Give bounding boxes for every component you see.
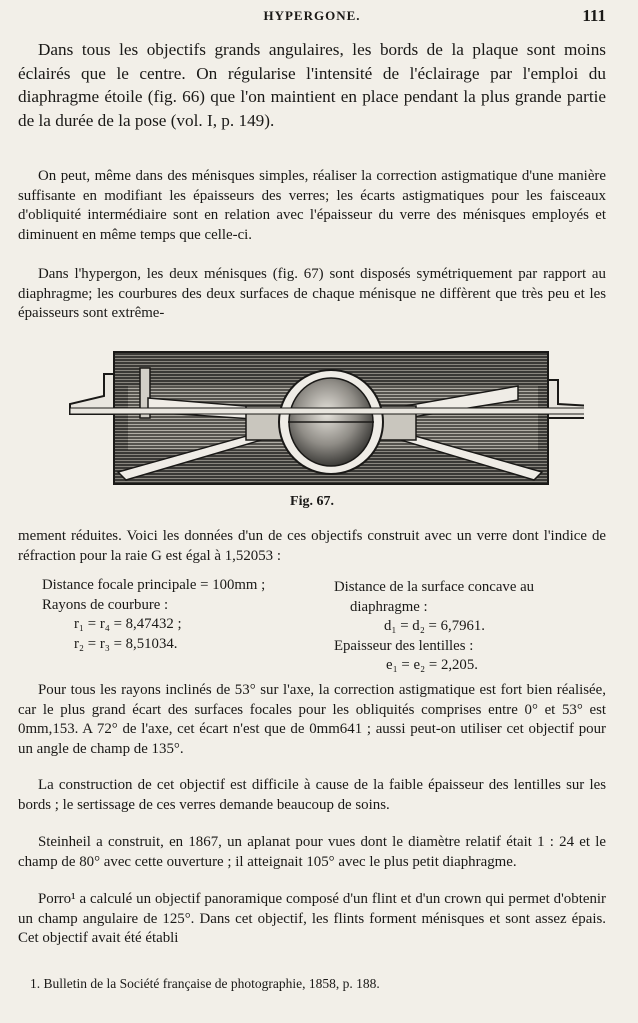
radii-r2-r3: r₂ = r₃ = 8,51034. [74,635,178,652]
paragraph-rays-inclined: Pour tous les rayons inclinés de 53° sur l'axe, la correction astigmatique est fort bien réalisée, car le plus grand écart des surfaces focales pour les obliquités comprises entre 0° et 53° est 0mm,153. A 72° de l'axe, cet écart n'est que de 0mm641 ; aussi peut-on utiliser cet objectif pour un angle de champ de 135°. [18,682,606,757]
page-header [18,6,606,26]
radii-label: Rayons de courbure : [42,596,169,613]
paragraph-hypergon-menisques: Dans l'hypergon, les deux ménisques (fig. 67) sont disposés symétriquement par rapport au diaphragme; les courbures des deux surfaces de chaque ménisque ne diffèrent que très peu et les épaisseurs sont extrême- [18,266,606,322]
lens-diagram-svg [48,346,584,492]
distance-d-values: d₁ = d₂ = 6,7961. [384,618,485,634]
paragraph-construction-difficulty: La construction de cet objectif est difficile à cause de la faible épaisseur des lentilles sur les bords ; le sertissage de ces verres demande beaucoup de soins. [18,777,606,813]
paragraph-porro: Porro¹ a calculé un objectif panoramique composé d'un flint et d'un crown qui permet d'obtenir un champ angulaire de 125°. Dans cet objectif, les flints forment ménisques et sont assez épais. Cet objectif avait été établi [18,891,606,947]
paragraph-intro: Dans tous les objectifs grands angulaires, les bords de la plaque sont moins éclairés que le centre. On régularise l'intensité de l'éclairage par l'emploi du diaphragme étoile (fig. 66) que l'on maintient en place pendant la plus grande partie de la durée de la pose (vol. I, p. 149). [18,40,606,130]
focal-length-line: Distance focale principale = 100mm ; [42,577,266,593]
running-title: HYPERGONE. [263,8,361,23]
paragraph-astigmatic-correction: On peut, même dans des ménisques simples, réaliser la correction astigmatique d'une manière suffisante en modifiant les épaisseurs des verres; les écarts astigmatiques pour les faisceaux d'obliquité intermédiaire sont en relation avec l'épaisseur du verre des ménisques employés et diminuent en même temps que celle-ci. [18,168,606,243]
data-column-left [42,576,342,654]
paragraph-steinheil: Steinheil a construit, en 1867, un aplanat pour vues dont le diamètre relatif était 1 : 24 et le champ de 80° avec cette ouverture ; il atteignait 105° avec le plus petit diaphragme. [18,834,606,870]
thickness-e-values: e₁ = e₂ = 2,205. [386,657,478,673]
distance-label-line1: Distance de la surface concave au [334,579,535,595]
lens-cross-section-figure [48,346,584,492]
footnote: 1. Bulletin de la Société française de photographie, 1858, p. 188. [30,976,380,991]
distance-label-line2: diaphragme : [350,598,428,615]
data-column-right [334,578,606,676]
page-number: 111 [582,6,606,25]
thickness-label: Epaisseur des lentilles : [334,637,474,654]
figure-caption: Fig. 67. [290,494,334,509]
paragraph-objective-data-intro: mement réduites. Voici les données d'un de ces objectifs construit avec un verre dont l'indice de réfraction pour la raie G est égal à 1,52053 : [18,528,606,564]
radii-r1-r4: r₁ = r₄ = 8,47432 ; [74,616,182,632]
